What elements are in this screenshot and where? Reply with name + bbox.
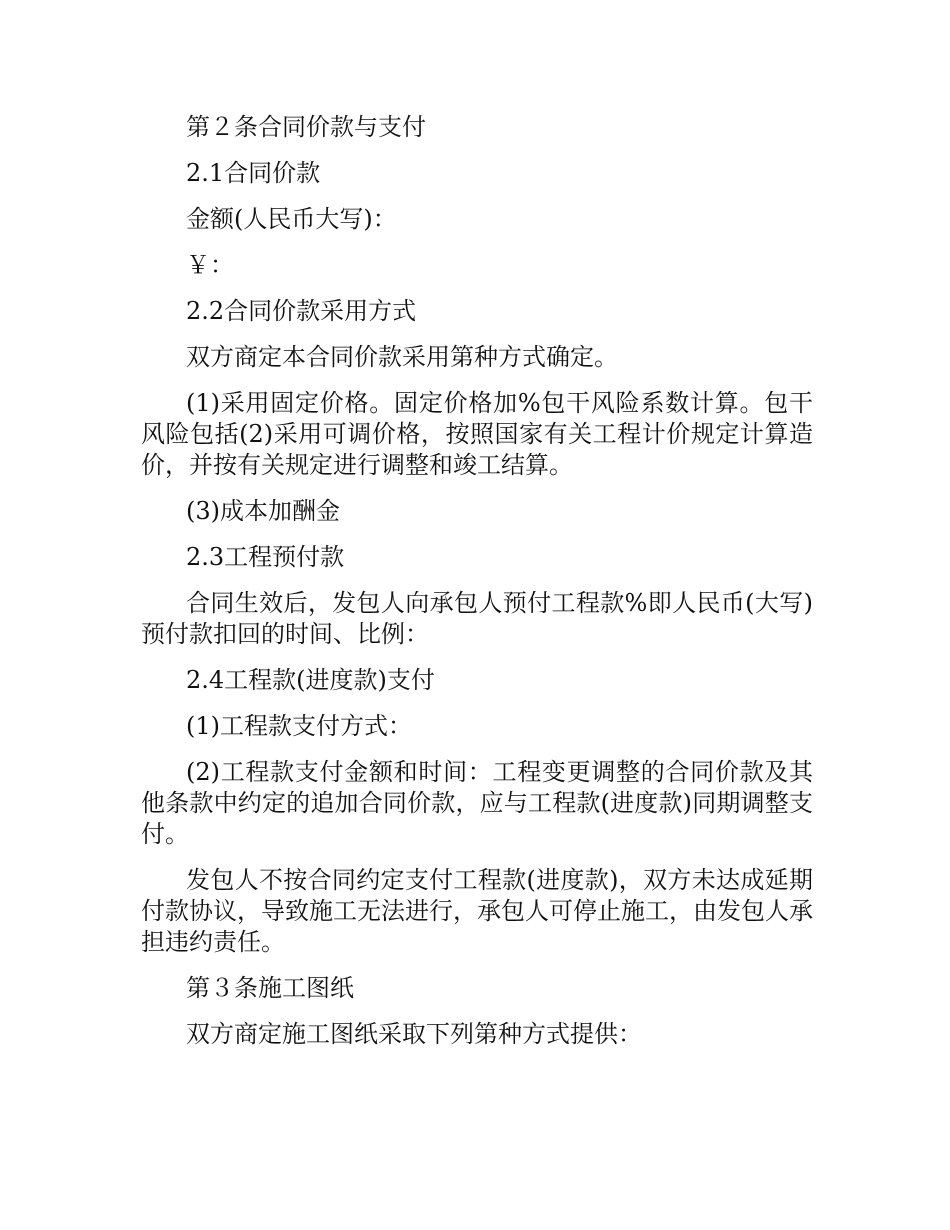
paragraph-cost-plus: (3)成本加酬金	[186, 497, 340, 525]
subsection-heading-2-2: 2.2合同价款采用方式	[186, 297, 417, 325]
yuan-field-line: ￥：	[186, 251, 234, 279]
paragraph-breach-liability: 发包人不按合同约定支付工程款(进度款)，双方未达成延期付款协议，导致施工无法进行，承包人可停止施工，由发包人承担违约责任。	[141, 866, 813, 956]
paragraph-advance-payment: 合同生效后，发包人向承包人预付工程款%即人民币(大写)预付款扣回的时间、比例：	[141, 589, 813, 648]
paragraph-payment-method: (1)工程款支付方式：	[186, 712, 412, 740]
document-body	[141, 112, 813, 1065]
subsection-heading-2-3: 2.3工程预付款	[186, 543, 345, 571]
subsection-heading-2-1: 2.1合同价款	[186, 159, 321, 187]
subsection-heading-2-4: 2.4工程款(进度款)支付	[186, 666, 435, 694]
paragraph-price-method: 双方商定本合同价款采用第种方式确定。	[186, 343, 618, 371]
paragraph-payment-amount-time: (2)工程款支付金额和时间：工程变更调整的合同价款及其他条款中约定的追加合同价款，应与工程款(进度款)同期调整支付。	[141, 758, 813, 848]
section-heading-2: 第２条合同价款与支付	[186, 113, 426, 141]
paragraph-drawings-method: 双方商定施工图纸采取下列第种方式提供：	[186, 1020, 642, 1048]
section-heading-3: 第３条施工图纸	[186, 974, 354, 1002]
amount-field-line: 金额(人民币大写)：	[186, 205, 397, 233]
paragraph-fixed-adjustable-price: (1)采用固定价格。固定价格加%包干风险系数计算。包干风险包括(2)采用可调价格，按照国家有关工程计价规定计算造价，并按有关规定进行调整和竣工结算。	[141, 389, 813, 479]
